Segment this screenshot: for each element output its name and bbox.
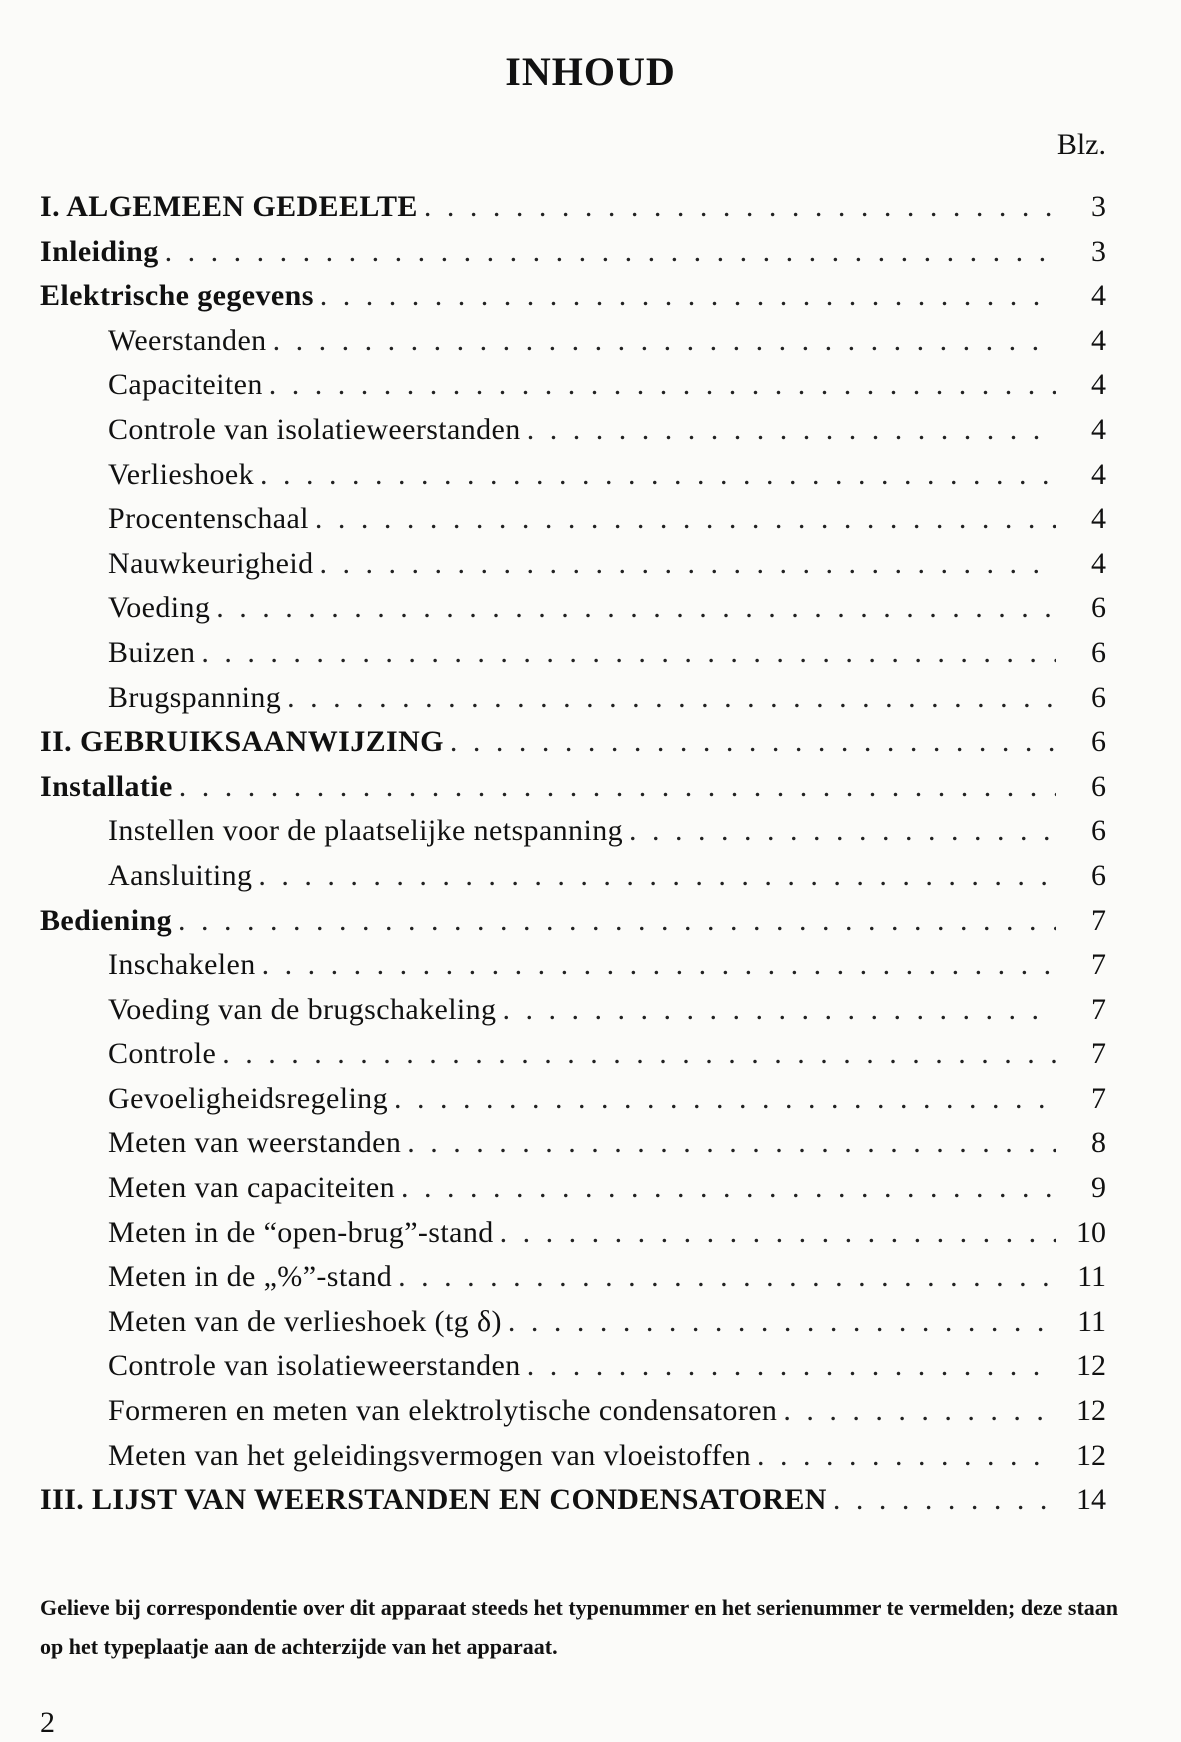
toc-entry-label: Controle: [108, 1037, 217, 1071]
toc-entry: [40, 1349, 1106, 1394]
toc-entry: [40, 1439, 1106, 1484]
toc-entry-label: Voeding van de brugschakeling: [108, 992, 497, 1026]
toc-entry: [40, 814, 1106, 859]
toc-entry-label: Procentenschaal: [108, 502, 309, 536]
toc-entry: [40, 235, 1106, 280]
toc-entry: [40, 324, 1106, 369]
toc-entry: [40, 1216, 1106, 1261]
toc-entry-page: 10: [1076, 1215, 1106, 1249]
toc-leader-dots: [165, 235, 1056, 269]
table-of-contents: [40, 190, 1106, 1528]
toc-leader-dots: [178, 904, 1056, 938]
toc-entry: [40, 502, 1106, 547]
toc-entry-label: Controle van isolatieweerstanden: [108, 1349, 521, 1383]
toc-entry: [40, 547, 1106, 592]
toc-leader-dots: [502, 993, 1056, 1027]
toc-leader-dots: [179, 770, 1056, 804]
toc-entry-page: 9: [1091, 1171, 1106, 1205]
toc-entry: [40, 904, 1106, 949]
toc-entry: [40, 681, 1106, 726]
toc-entry-page: 4: [1091, 323, 1106, 357]
toc-entry-page: 12: [1076, 1349, 1106, 1383]
page-number: 2: [40, 1706, 55, 1739]
toc-entry: [40, 1171, 1106, 1216]
toc-entry-page: 6: [1091, 591, 1106, 625]
toc-entry-page: 4: [1091, 457, 1106, 491]
toc-entry-label: Meten van capaciteiten: [108, 1171, 395, 1205]
toc-leader-dots: [783, 1394, 1056, 1428]
toc-leader-dots: [315, 502, 1056, 536]
toc-leader-dots: [258, 859, 1056, 893]
toc-entry-label: Meten van weerstanden: [108, 1126, 402, 1160]
toc-leader-dots: [287, 681, 1056, 715]
toc-leader-dots: [527, 1349, 1056, 1383]
toc-entry-label: Bediening: [40, 903, 172, 937]
toc-entry-page: 3: [1091, 234, 1106, 268]
toc-entry-label: II. GEBRUIKSAANWIJZING: [40, 725, 444, 759]
toc-entry-label: Meten van de verlieshoek (tg δ): [108, 1304, 502, 1338]
toc-entry: [40, 993, 1106, 1038]
toc-leader-dots: [508, 1305, 1056, 1339]
toc-entry-page: 4: [1091, 502, 1106, 536]
toc-leader-dots: [394, 1082, 1056, 1116]
toc-leader-dots: [398, 1260, 1056, 1294]
toc-entry-label: Verlieshoek: [108, 457, 255, 491]
toc-entry: [40, 591, 1106, 636]
toc-leader-dots: [320, 279, 1056, 313]
toc-entry-page: 7: [1091, 948, 1106, 982]
toc-entry-label: Nauwkeurigheid: [108, 546, 314, 580]
toc-entry-label: Formeren en meten van elektrolytische condensatoren: [108, 1394, 778, 1428]
toc-leader-dots: [401, 1171, 1056, 1205]
toc-leader-dots: [273, 324, 1056, 358]
toc-leader-dots: [527, 413, 1056, 447]
toc-leader-dots: [260, 458, 1056, 492]
toc-leader-dots: [216, 591, 1056, 625]
toc-entry-page: 4: [1091, 368, 1106, 402]
toc-entry-page: 4: [1091, 279, 1106, 313]
toc-entry-label: Meten in de „%”-stand: [108, 1260, 393, 1294]
toc-leader-dots: [269, 368, 1056, 402]
toc-leader-dots: [262, 948, 1056, 982]
toc-entry-page: 7: [1091, 992, 1106, 1026]
toc-entry: [40, 948, 1106, 993]
toc-entry-page: 6: [1091, 769, 1106, 803]
toc-entry: [40, 1082, 1106, 1127]
toc-leader-dots: [201, 636, 1056, 670]
toc-entry: [40, 1260, 1106, 1305]
toc-leader-dots: [407, 1126, 1056, 1160]
toc-leader-dots: [500, 1216, 1056, 1250]
toc-entry: [40, 1126, 1106, 1171]
toc-entry: [40, 279, 1106, 324]
toc-entry-label: Buizen: [108, 635, 196, 669]
toc-entry: [40, 636, 1106, 681]
footnote: Gelieve bij correspondentie over dit apparaat steeds het typenummer en het serienummer te vermelden; deze staan op het typeplaatje aan de achterzijde van het apparaat.: [40, 1595, 1119, 1659]
toc-entry-label: Inleiding: [40, 234, 159, 268]
toc-entry-label: Gevoeligheidsregeling: [108, 1081, 388, 1115]
toc-entry-label: Elektrische gegevens: [40, 279, 314, 313]
toc-leader-dots: [757, 1439, 1056, 1473]
toc-entry-page: 7: [1091, 1081, 1106, 1115]
toc-entry-label: Aansluiting: [108, 858, 253, 892]
toc-entry-label: Controle van isolatieweerstanden: [108, 412, 521, 446]
toc-entry: [40, 1305, 1106, 1350]
toc-entry: [40, 1483, 1106, 1528]
toc-leader-dots: [320, 547, 1056, 581]
toc-entry-page: 6: [1091, 725, 1106, 759]
toc-leader-dots: [222, 1037, 1056, 1071]
toc-entry: [40, 413, 1106, 458]
toc-entry-page: 11: [1077, 1260, 1106, 1294]
toc-entry-label: Voeding: [108, 591, 211, 625]
toc-entry-label: Instellen voor de plaatselijke netspanning: [108, 814, 623, 848]
page-title: INHOUD: [505, 49, 676, 94]
toc-entry-page: 12: [1076, 1438, 1106, 1472]
toc-entry-label: Capaciteiten: [108, 368, 263, 402]
toc-entry-page: 11: [1077, 1304, 1106, 1338]
toc-entry-page: 6: [1091, 680, 1106, 714]
toc-entry-page: 3: [1091, 190, 1106, 223]
toc-entry-label: Meten in de “open-brug”-stand: [108, 1215, 494, 1249]
toc-entry-label: Brugspanning: [108, 680, 282, 714]
toc-entry-page: 7: [1091, 903, 1106, 937]
toc-entry-label: III. LIJST VAN WEERSTANDEN EN CONDENSATOREN: [40, 1483, 827, 1517]
toc-entry-label: Inschakelen: [108, 948, 256, 982]
toc-entry-label: Weerstanden: [108, 323, 267, 357]
toc-entry: [40, 770, 1106, 815]
toc-entry-page: 6: [1091, 858, 1106, 892]
toc-leader-dots: [833, 1483, 1056, 1517]
toc-entry: [40, 859, 1106, 904]
toc-entry: [40, 1394, 1106, 1439]
toc-entry-label: Meten van het geleidingsvermogen van vloeistoffen: [108, 1438, 752, 1472]
toc-entry-label: I. ALGEMEEN GEDEELTE: [40, 190, 418, 223]
toc-entry: [40, 368, 1106, 413]
toc-entry: [40, 725, 1106, 770]
toc-entry-page: 6: [1091, 635, 1106, 669]
toc-entry: [40, 190, 1106, 235]
toc-entry-page: 4: [1091, 546, 1106, 580]
toc-leader-dots: [629, 814, 1056, 848]
toc-leader-dots: [424, 190, 1056, 224]
toc-entry-page: 4: [1091, 412, 1106, 446]
toc-entry: [40, 458, 1106, 503]
toc-entry-page: 14: [1076, 1483, 1106, 1517]
toc-entry-page: 8: [1091, 1126, 1106, 1160]
page-column-label: Blz.: [1056, 128, 1106, 161]
toc-entry-page: 12: [1076, 1394, 1106, 1428]
toc-entry-page: 6: [1091, 814, 1106, 848]
toc-entry-label: Installatie: [40, 769, 173, 803]
toc-entry-page: 7: [1091, 1037, 1106, 1071]
toc-leader-dots: [450, 725, 1056, 759]
toc-entry: [40, 1037, 1106, 1082]
